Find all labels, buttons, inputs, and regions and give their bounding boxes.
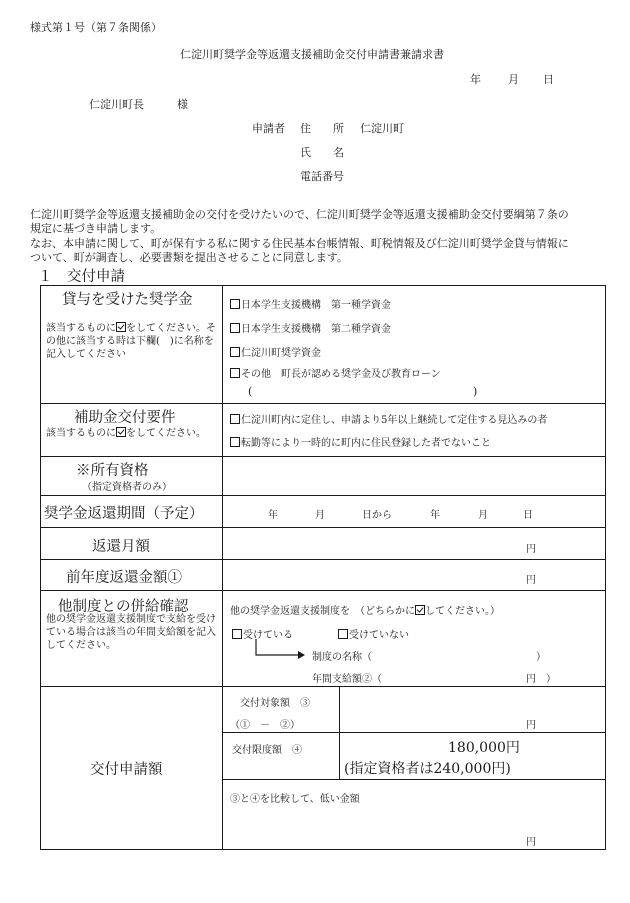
intro-line-3: なお、本申請に関して、町が保有する私に関する住民基本台帳情報、町税情報及び仁淀川町奨学金貸与情報に <box>30 237 569 250</box>
annual-amount-label: 年間支給額②（ <box>312 674 382 685</box>
checkbox-icon[interactable] <box>230 323 240 333</box>
scholarship-note: 該当するものに をしてください。その他に該当する時は下欄( )に名称を記入してください <box>46 323 216 360</box>
repayment-period-label: 奨学金返還期間（予定） <box>44 506 204 522</box>
monthly-repayment-label: 返還月額 <box>92 539 150 555</box>
checked-box-icon <box>116 427 126 437</box>
name-label: 氏 名 <box>300 146 344 159</box>
checkbox-icon[interactable] <box>230 437 240 447</box>
scholarship-option-1[interactable]: 日本学生支援機構 第一種学資金 <box>230 296 391 311</box>
form-title: 仁淀川町奨学金等返還支援補助金交付申請書兼請求書 <box>180 48 444 61</box>
other-name-open: ( <box>248 385 253 398</box>
concurrent-check-note: 他の奨学金返還支援制度で支給を受けている場合は該当の年間支給額を記入してください。 <box>46 614 216 651</box>
qualification-sub: （指定資格者のみ） <box>82 482 172 493</box>
annual-amount-unit: 円 ） <box>526 674 556 685</box>
intro-line-4: ついて、町が調査し、必要書類を提出させることに同意します。 <box>30 251 348 264</box>
period-start-year: 年 <box>268 510 278 521</box>
period-end-year: 年 <box>430 510 440 521</box>
checked-box-icon <box>116 322 126 332</box>
scholarship-option-3[interactable]: 仁淀川町奨学資金 <box>230 344 321 359</box>
limit-amount-note: (指定資格者は240,000円) <box>344 761 511 777</box>
limit-amount-value: 180,000円 <box>448 740 520 756</box>
application-amount-label: 交付申請額 <box>90 762 163 778</box>
scholarship-option-2[interactable]: 日本学生支援機構 第二種学資金 <box>230 320 391 335</box>
intro-line-2: 規定に基づき申請します。 <box>30 222 162 235</box>
concurrent-check-label: 他制度との併給確認 <box>58 599 189 615</box>
intro-line-1: 仁淀川町奨学金等返還支援補助金の交付を受けたいので、仁淀川町奨学金等返還支援補助金交付要綱第７条の <box>30 208 569 221</box>
arrow-icon <box>254 638 306 660</box>
target-amount-formula: （① － ②） <box>230 720 300 731</box>
final-amount-unit: 円 <box>526 837 536 848</box>
target-amount-unit: 円 <box>526 720 536 731</box>
checkbox-icon[interactable] <box>230 299 240 309</box>
requirement-note: 該当するものに をしてください。 <box>46 428 206 439</box>
not-receiving-option[interactable]: 受けていない <box>338 626 409 641</box>
address-value[interactable]: 仁淀川町 <box>360 122 404 135</box>
phone-label: 電話番号 <box>300 170 344 183</box>
period-end-month: 月 <box>478 510 488 521</box>
requirement-label: 補助金交付要件 <box>74 410 176 426</box>
checkbox-icon[interactable] <box>230 368 240 378</box>
receiving-option[interactable]: 受けている <box>232 626 293 641</box>
date-month: 月 <box>508 73 519 86</box>
scholarship-option-4[interactable]: その他 町長が認める奨学金及び教育ローン <box>230 365 441 380</box>
other-name-close: ) <box>473 385 478 398</box>
requirement-option-1[interactable]: 仁淀川町内に定住し、申請より5年以上継続して定住する見込みの者 <box>230 411 547 426</box>
checkbox-icon[interactable] <box>338 629 348 639</box>
concurrent-question: 他の奨学金返還支援制度を （どちらかに してください。） <box>230 606 500 617</box>
limit-amount-label: 交付限度額 ④ <box>232 745 302 756</box>
period-end-day: 日 <box>523 510 533 521</box>
form-number: 様式第１号（第７条関係） <box>30 21 162 34</box>
period-start-month: 月 <box>315 510 325 521</box>
checkbox-icon[interactable] <box>230 414 240 424</box>
previous-year-amount-label: 前年度返還金額① <box>66 570 182 586</box>
addressee: 仁淀川町長 様 <box>89 98 188 111</box>
section-title: １ 交付申請 <box>38 269 125 285</box>
requirement-option-2[interactable]: 転勤等により一時的に町内に住民登録した者でないこと <box>230 434 491 449</box>
qualification-label: ※所有資格 <box>76 463 149 479</box>
address-label: 住 所 <box>300 122 344 135</box>
period-start-day: 日から <box>362 510 392 521</box>
date-day: 日 <box>543 73 554 86</box>
monthly-repayment-unit: 円 <box>526 544 536 555</box>
checked-box-icon <box>415 605 425 615</box>
scholarship-label: 貸与を受けた奨学金 <box>62 292 193 308</box>
date-year: 年 <box>470 73 481 86</box>
target-amount-label: 交付対象額 ③ <box>240 698 310 709</box>
compare-instruction: ③と④を比較して、低い金額 <box>230 794 360 805</box>
previous-year-amount-unit: 円 <box>526 575 536 586</box>
system-name-label: 制度の名称（ <box>312 652 372 663</box>
applicant-label: 申請者 <box>252 122 285 135</box>
checkbox-icon[interactable] <box>232 629 242 639</box>
system-name-close: ） <box>536 652 546 663</box>
checkbox-icon[interactable] <box>230 347 240 357</box>
